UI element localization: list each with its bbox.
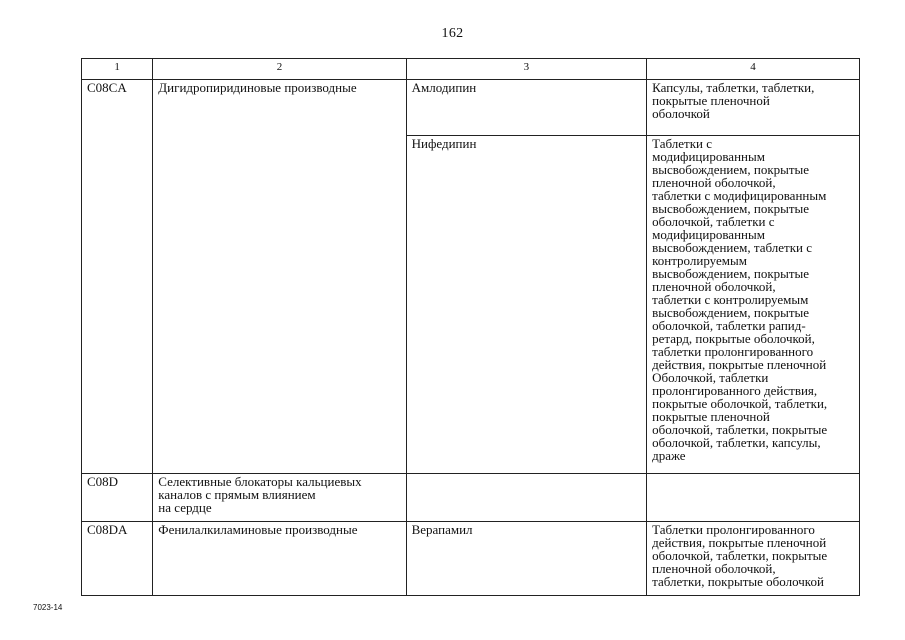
drug-cell bbox=[406, 522, 647, 596]
atc-code: C08CA bbox=[87, 80, 127, 95]
drug-name: Амлодипин bbox=[411, 80, 477, 95]
group-cell bbox=[153, 80, 406, 474]
forms-cell bbox=[647, 522, 860, 596]
group-cell bbox=[153, 522, 406, 596]
group-name: Селективные блокаторы кальциевых каналов с прямым влиянием на сердце bbox=[158, 474, 362, 515]
group-cell bbox=[153, 474, 406, 522]
footer-code: 7023-14 bbox=[33, 603, 63, 612]
forms-cell bbox=[647, 136, 860, 474]
table-row bbox=[82, 522, 860, 596]
atc-code-cell bbox=[82, 80, 153, 474]
page-number: 162 bbox=[441, 26, 464, 41]
atc-code: C08D bbox=[87, 474, 119, 489]
atc-code: C08DA bbox=[87, 522, 128, 537]
header-col-4: 4 bbox=[647, 59, 860, 80]
group-name: Дигидропиридиновые производные bbox=[158, 80, 357, 95]
dosage-forms: Таблетки пролонгированного действия, покрытые пленочной оболочкой, таблетки, покрытые пленочной оболочкой, таблетки, покрытые оболочкой bbox=[652, 522, 828, 589]
table-row bbox=[82, 474, 860, 522]
header-col-3: 3 bbox=[406, 59, 647, 80]
dosage-forms: Капсулы, таблетки, таблетки, покрытые пленочной оболочкой bbox=[652, 80, 815, 121]
drug-cell bbox=[406, 474, 647, 522]
drug-name: Верапамил bbox=[411, 522, 473, 537]
drug-cell bbox=[406, 80, 647, 136]
drug-name: Нифедипин bbox=[411, 136, 477, 151]
atc-code-cell bbox=[82, 522, 153, 596]
group-name: Фенилалкиламиновые производные bbox=[158, 522, 358, 537]
forms-cell bbox=[647, 80, 860, 136]
drug-table bbox=[81, 58, 860, 596]
atc-code-cell bbox=[82, 474, 153, 522]
header-col-1: 1 bbox=[82, 59, 153, 80]
drug-cell bbox=[406, 136, 647, 474]
table-header-row bbox=[82, 59, 860, 80]
dosage-forms: Таблетки с модифицированным высвобождением, покрытые пленочной оболочкой, таблетки с модифицированным высвобождением, покрытые оболочкой, таблетки с модифицированным высвобождением, таблетки с контролируемым высвобождением, покрытые пленочной оболочкой, таблетки с контролируемым высвобождением, покрытые оболочкой, таблетки рапид- ретард, покрытые оболочкой, таблетки пролонгированного действия, покрытые пленочной Оболочкой, таблетки пролонгированного действия, покрытые оболочкой, таблетки, покрытые пленочной оболочкой, таблетки, покрытые оболочкой, таблетки, капсулы, драже bbox=[652, 136, 828, 463]
forms-cell bbox=[647, 474, 860, 522]
table-row bbox=[82, 80, 860, 136]
header-col-2: 2 bbox=[153, 59, 406, 80]
